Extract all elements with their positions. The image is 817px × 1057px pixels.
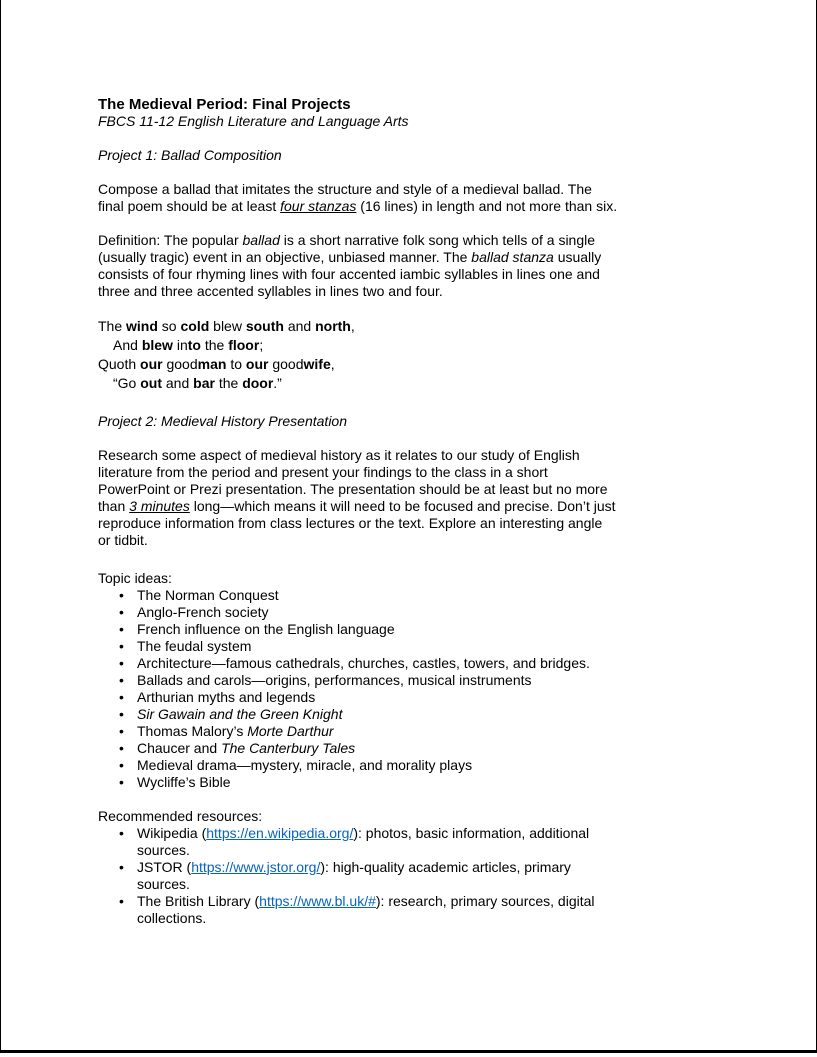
ballad-definition bbox=[98, 232, 798, 300]
text-line bbox=[98, 317, 798, 336]
text-segment: consists of four rhyming lines with four accented iambic syllables in lines one and bbox=[98, 266, 600, 282]
text-line bbox=[137, 842, 798, 859]
text-line bbox=[137, 621, 798, 638]
text-segment: Definition: The popular bbox=[98, 232, 243, 248]
text-line bbox=[98, 336, 798, 355]
text-segment: our bbox=[245, 356, 269, 372]
text-line bbox=[137, 825, 798, 842]
text-line bbox=[98, 249, 798, 266]
text-line bbox=[98, 374, 798, 393]
project1-intro bbox=[98, 181, 798, 215]
text-line bbox=[137, 859, 798, 876]
text-segment: “Go bbox=[113, 375, 141, 391]
resource-item bbox=[98, 859, 798, 893]
bullet-item-text bbox=[137, 587, 798, 604]
text-segment: bar bbox=[193, 375, 215, 391]
bullet-item-text bbox=[137, 893, 798, 927]
resource-link[interactable]: https://www.bl.uk/# bbox=[259, 892, 376, 909]
text-segment: , bbox=[350, 318, 355, 334]
bullet-icon: • bbox=[119, 756, 124, 773]
text-segment: the bbox=[200, 337, 229, 353]
text-line bbox=[137, 876, 798, 893]
text-line bbox=[98, 808, 798, 825]
text-segment: sources. bbox=[137, 841, 190, 858]
bullet-item-text bbox=[137, 757, 798, 774]
resource-link[interactable]: https://www.jstor.org/ bbox=[191, 858, 321, 875]
text-segment: Thomas Malory’s bbox=[137, 722, 248, 739]
text-segment: Project 1: Ballad Composition bbox=[98, 147, 282, 163]
text-segment: Medieval drama—mystery, miracle, and morality plays bbox=[137, 756, 473, 773]
topic-item bbox=[98, 655, 798, 672]
text-segment: The Norman Conquest bbox=[137, 586, 279, 603]
text-segment: or tidbit. bbox=[98, 532, 148, 549]
bullet-item-text bbox=[137, 706, 798, 723]
text-segment: FBCS 11-12 English Literature and Language Arts bbox=[98, 113, 409, 129]
text-segment: ): high-quality academic articles, primary bbox=[320, 858, 571, 875]
text-line bbox=[137, 893, 798, 910]
text-segment: four stanzas bbox=[280, 198, 357, 214]
text-segment: Compose a ballad that imitates the structure and style of a medieval ballad. The bbox=[98, 181, 592, 197]
text-segment: the bbox=[214, 375, 243, 391]
topic-item bbox=[98, 672, 798, 689]
bullet-item-text bbox=[137, 621, 798, 638]
bullet-icon: • bbox=[119, 824, 124, 841]
topic-item bbox=[98, 723, 798, 740]
bullet-icon: • bbox=[119, 858, 124, 875]
project1-heading bbox=[98, 147, 798, 164]
text-segment: The Canterbury Tales bbox=[221, 739, 356, 756]
resource-link[interactable]: https://en.wikipedia.org/ bbox=[206, 824, 354, 841]
topic-item bbox=[98, 774, 798, 791]
text-segment: ): research, primary sources, digital bbox=[375, 892, 595, 909]
text-segment: reproduce information from class lectures or the text. Explore an interesting angle bbox=[98, 515, 603, 532]
text-segment: to bbox=[187, 337, 201, 353]
text-segment: so bbox=[157, 318, 181, 334]
bullet-icon: • bbox=[119, 637, 124, 654]
bullet-item-text bbox=[137, 604, 798, 621]
bullet-icon: • bbox=[119, 654, 124, 671]
bullet-item-text bbox=[137, 774, 798, 791]
text-line bbox=[98, 198, 798, 215]
bullet-item-text bbox=[137, 638, 798, 655]
text-segment: literature from the period and present your findings to the class in a short bbox=[98, 464, 548, 481]
text-segment: ): photos, basic information, additional bbox=[353, 824, 590, 841]
text-segment: is a short narrative folk song which tells of a single bbox=[279, 232, 596, 248]
resources-list bbox=[98, 825, 798, 927]
bullet-item-text bbox=[137, 655, 798, 672]
text-segment: 3 minutes bbox=[129, 498, 190, 515]
ballad-poem bbox=[98, 317, 798, 393]
text-segment: good bbox=[268, 356, 304, 372]
text-segment: JSTOR ( bbox=[137, 858, 192, 875]
text-segment: long—which means it will need to be focused and precise. Don’t just bbox=[189, 498, 616, 515]
text-segment: wind bbox=[126, 318, 158, 334]
text-segment: good bbox=[162, 356, 198, 372]
text-segment: PowerPoint or Prezi presentation. The presentation should be at least but no more bbox=[98, 481, 608, 498]
project2-heading bbox=[98, 413, 798, 430]
bullet-item-text bbox=[137, 672, 798, 689]
topic-item bbox=[98, 604, 798, 621]
topic-item bbox=[98, 740, 798, 757]
text-segment: south bbox=[245, 318, 284, 334]
text-segment: sources. bbox=[137, 875, 190, 892]
text-line bbox=[137, 910, 798, 927]
text-segment: floor bbox=[228, 337, 260, 353]
bullet-icon: • bbox=[119, 739, 124, 756]
text-line bbox=[137, 757, 798, 774]
topic-item bbox=[98, 638, 798, 655]
resource-item bbox=[98, 825, 798, 859]
text-segment: Chaucer and bbox=[137, 739, 222, 756]
bullet-icon: • bbox=[119, 620, 124, 637]
project1-title bbox=[98, 147, 798, 164]
text-line bbox=[98, 532, 798, 549]
text-segment: ballad stanza bbox=[471, 249, 554, 265]
text-segment: Quoth bbox=[98, 356, 141, 372]
text-line bbox=[137, 689, 798, 706]
text-line bbox=[137, 706, 798, 723]
bullet-icon: • bbox=[119, 603, 124, 620]
topic-item bbox=[98, 587, 798, 604]
text-line bbox=[98, 355, 798, 374]
text-segment: The feudal system bbox=[137, 637, 252, 654]
text-line bbox=[98, 447, 798, 464]
text-segment: The bbox=[98, 318, 127, 334]
text-segment: man bbox=[197, 356, 227, 372]
bullet-icon: • bbox=[119, 892, 124, 909]
doc-heading bbox=[98, 96, 798, 130]
text-segment: Arthurian myths and legends bbox=[137, 688, 316, 705]
bullet-item-text bbox=[137, 825, 798, 859]
text-segment: blew bbox=[209, 318, 246, 334]
text-segment: usually bbox=[553, 249, 602, 265]
text-line bbox=[98, 181, 798, 198]
bullet-icon: • bbox=[119, 705, 124, 722]
text-segment: blew bbox=[141, 337, 173, 353]
bullet-icon: • bbox=[119, 671, 124, 688]
text-segment: Morte Darthur bbox=[247, 722, 334, 739]
text-segment: ; bbox=[259, 337, 264, 353]
text-segment: final poem should be at least bbox=[98, 198, 281, 214]
text-segment: Architecture—famous cathedrals, churches, castles, towers, and bridges. bbox=[137, 654, 590, 671]
bullet-item-text bbox=[137, 689, 798, 706]
text-line bbox=[137, 638, 798, 655]
project2-title bbox=[98, 413, 798, 430]
text-segment: ballad bbox=[242, 232, 280, 248]
text-segment: And bbox=[113, 337, 142, 353]
text-segment: and bbox=[162, 375, 194, 391]
text-segment: wife bbox=[303, 356, 331, 372]
bullet-item-text bbox=[137, 723, 798, 740]
text-line bbox=[98, 266, 798, 283]
topic-list bbox=[98, 587, 798, 791]
text-line bbox=[98, 464, 798, 481]
text-line bbox=[137, 723, 798, 740]
topic-item bbox=[98, 757, 798, 774]
text-segment: Wycliffe’s Bible bbox=[137, 773, 231, 790]
text-segment: Wikipedia ( bbox=[137, 824, 207, 841]
text-line bbox=[137, 672, 798, 689]
text-segment: French influence on the English language bbox=[137, 620, 395, 637]
text-segment: Sir Gawain and the Green Knight bbox=[137, 705, 343, 722]
topic-item bbox=[98, 621, 798, 638]
text-line bbox=[98, 515, 798, 532]
bullet-icon: • bbox=[119, 722, 124, 739]
bullet-icon: • bbox=[119, 688, 124, 705]
topic-item bbox=[98, 689, 798, 706]
text-segment: north bbox=[315, 318, 351, 334]
document-body bbox=[1, 0, 816, 927]
text-line bbox=[98, 481, 798, 498]
text-segment: to bbox=[226, 356, 246, 372]
text-segment: Project 2: Medieval History Presentation bbox=[98, 413, 347, 430]
text-segment: than bbox=[98, 498, 130, 515]
text-segment: , bbox=[330, 356, 335, 372]
text-line bbox=[137, 655, 798, 672]
doc-title bbox=[98, 96, 798, 113]
text-segment: door bbox=[242, 375, 274, 391]
text-line bbox=[98, 283, 798, 300]
text-line bbox=[98, 232, 798, 249]
text-segment: and bbox=[283, 318, 316, 334]
bullet-icon: • bbox=[119, 586, 124, 603]
text-line bbox=[137, 740, 798, 757]
text-segment: in bbox=[172, 337, 188, 353]
text-segment: The British Library ( bbox=[137, 892, 260, 909]
text-line bbox=[137, 587, 798, 604]
topic-ideas-label bbox=[98, 570, 798, 587]
resources-label bbox=[98, 808, 798, 825]
text-line bbox=[137, 604, 798, 621]
text-segment: three and three accented syllables in lines two and four. bbox=[98, 283, 443, 299]
topic-item bbox=[98, 706, 798, 723]
bullet-item-text bbox=[137, 740, 798, 757]
text-segment: Research some aspect of medieval history as it relates to our study of English bbox=[98, 447, 580, 464]
text-segment: collections. bbox=[137, 909, 207, 926]
text-segment: Topic ideas: bbox=[98, 569, 172, 586]
resource-item bbox=[98, 893, 798, 927]
doc-subtitle bbox=[98, 113, 798, 130]
text-line bbox=[98, 498, 798, 515]
text-segment: The Medieval Period: Final Projects bbox=[98, 96, 351, 113]
text-segment: out bbox=[140, 375, 162, 391]
bullet-item-text bbox=[137, 859, 798, 893]
text-segment: (16 lines) in length and not more than six. bbox=[356, 198, 618, 214]
text-segment: Anglo-French society bbox=[137, 603, 269, 620]
bullet-icon: • bbox=[119, 773, 124, 790]
text-segment: our bbox=[140, 356, 163, 372]
text-line bbox=[137, 774, 798, 791]
text-segment: Recommended resources: bbox=[98, 807, 263, 824]
text-segment: Ballads and carols—origins, performances, musical instruments bbox=[137, 671, 532, 688]
text-line bbox=[98, 570, 798, 587]
text-segment: cold bbox=[180, 318, 210, 334]
text-segment: (usually tragic) event in an objective, unbiased manner. The bbox=[98, 249, 472, 265]
project2-intro bbox=[98, 447, 798, 549]
text-segment: .” bbox=[273, 375, 282, 391]
